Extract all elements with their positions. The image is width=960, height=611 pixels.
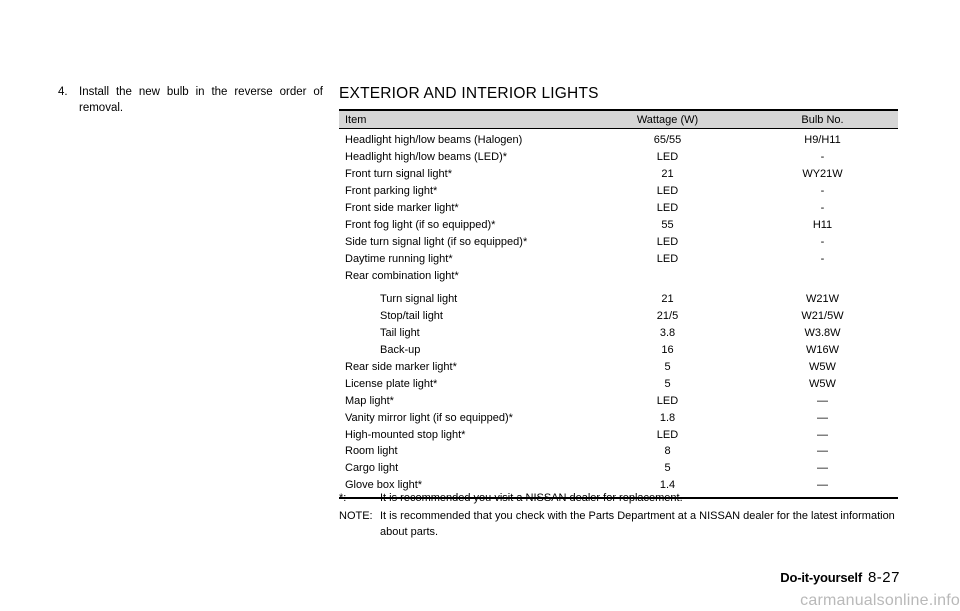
row-item: Map light*: [345, 394, 394, 407]
table-row: [339, 233, 898, 250]
row-wattage: LED: [656, 235, 679, 248]
row-wattage: 3.8: [659, 327, 676, 340]
table-row: [339, 460, 898, 477]
table-row-sub: [339, 342, 898, 359]
table-row: [339, 200, 898, 217]
row-bulb: —: [817, 445, 828, 458]
row-wattage: 21: [661, 293, 674, 306]
note-text: It is recommended that you check with the Parts Department at a NISSAN dealer for the latest information about parts.: [380, 510, 895, 538]
table-row-sub: [339, 291, 898, 308]
step-text: Install the new bulb in the reverse order of removal.: [79, 86, 323, 114]
table-row: [339, 375, 898, 392]
footnote-mark: *:: [339, 492, 347, 504]
row-wattage: LED: [656, 428, 679, 441]
row-item: Side turn signal light (if so equipped)*: [345, 235, 528, 248]
row-item: Rear side marker light*: [345, 361, 457, 374]
row-item: Room light: [345, 445, 398, 458]
row-wattage: 21/5: [656, 310, 679, 323]
row-item: Rear combination light*: [345, 269, 459, 282]
table-spacer: [339, 284, 898, 291]
row-wattage: 5: [664, 361, 671, 374]
footer-section-name: Do-it-yourself: [780, 570, 862, 585]
row-bulb: W5W: [809, 377, 836, 390]
footnote-text: It is recommended you visit a NISSAN dealer for replacement.: [380, 492, 683, 504]
table-row: [339, 250, 898, 267]
row-bulb: -: [820, 252, 825, 265]
row-bulb: —: [817, 411, 828, 424]
header-item: Item: [339, 110, 588, 129]
note-mark: NOTE:: [339, 510, 373, 522]
row-bulb: -: [820, 235, 825, 248]
row-wattage: LED: [656, 202, 679, 214]
row-bulb: -: [820, 151, 825, 164]
row-wattage: LED: [656, 185, 679, 198]
row-bulb: H11: [812, 218, 833, 231]
table-row-sub: [339, 325, 898, 342]
install-step: [58, 84, 323, 116]
table-row-sub: [339, 308, 898, 325]
table-row: [339, 183, 898, 200]
page-footer: [780, 569, 900, 586]
row-item: Cargo light: [345, 462, 399, 475]
row-bulb: W21W: [806, 293, 839, 306]
row-bulb: W3.8W: [804, 327, 841, 340]
table-row: [339, 166, 898, 183]
table-header-row: [339, 110, 898, 129]
row-item: Front parking light*: [345, 185, 438, 198]
page-number: 8-27: [867, 569, 900, 586]
row-wattage: 65/55: [653, 134, 682, 147]
row-wattage: 16: [661, 344, 674, 357]
row-item: Front side marker light*: [345, 202, 459, 214]
row-item: Stop/tail light: [380, 310, 443, 323]
row-wattage: LED: [656, 252, 679, 265]
row-item: Headlight high/low beams (LED)*: [345, 151, 508, 164]
table-row: [339, 392, 898, 409]
row-item: Vanity mirror light (if so equipped)*: [345, 411, 513, 424]
table-row: [339, 216, 898, 233]
row-item: Front fog light (if so equipped)*: [345, 218, 496, 231]
row-bulb: W21/5W: [801, 310, 844, 323]
row-item: Turn signal light: [380, 293, 458, 306]
row-item: Glove box light*: [345, 479, 423, 492]
table-notes: [339, 490, 901, 542]
row-item: License plate light*: [345, 377, 438, 390]
header-wattage: Wattage (W): [588, 110, 747, 129]
row-bulb: W16W: [806, 344, 839, 357]
row-wattage: 1.8: [659, 411, 676, 424]
row-bulb: WY21W: [802, 168, 843, 181]
header-bulb-no: Bulb No.: [747, 110, 898, 129]
row-wattage: 1.4: [659, 479, 676, 492]
table-row: [339, 426, 898, 443]
row-bulb: —: [817, 394, 828, 407]
row-item: Tail light: [380, 327, 420, 340]
row-bulb: -: [820, 185, 825, 198]
row-wattage: 5: [664, 377, 671, 390]
table-row: [339, 359, 898, 376]
row-wattage: LED: [656, 394, 679, 407]
row-wattage: LED: [656, 151, 679, 164]
row-item: Front turn signal light*: [345, 168, 452, 181]
row-item: Back-up: [380, 344, 421, 357]
row-wattage: 21: [661, 168, 674, 181]
row-item: High-mounted stop light*: [345, 428, 466, 441]
footnote: [339, 490, 901, 506]
row-item: Headlight high/low beams (Halogen): [345, 134, 523, 147]
row-wattage: 55: [661, 218, 674, 231]
watermark: carmanualsonline.info: [800, 592, 960, 609]
bulb-table: [339, 109, 898, 499]
table-row-group-heading: [339, 267, 898, 284]
row-bulb: H9/H11: [804, 134, 841, 147]
table-row: [339, 443, 898, 460]
row-wattage: 8: [664, 445, 671, 458]
row-bulb: —: [817, 428, 828, 441]
table-row: [339, 129, 898, 149]
step-number: 4.: [58, 86, 68, 98]
row-item: Daytime running light*: [345, 252, 453, 265]
table-row: [339, 149, 898, 166]
row-bulb: —: [817, 479, 828, 492]
section-title: EXTERIOR AND INTERIOR LIGHTS: [339, 85, 599, 102]
table-body: [339, 129, 898, 498]
row-bulb: W5W: [809, 361, 836, 374]
row-wattage: 5: [664, 462, 671, 475]
row-wattage: [588, 267, 747, 284]
table-row: [339, 409, 898, 426]
note: [339, 508, 901, 540]
row-bulb: -: [820, 202, 825, 214]
row-bulb: [747, 267, 898, 284]
row-bulb: —: [817, 462, 828, 475]
